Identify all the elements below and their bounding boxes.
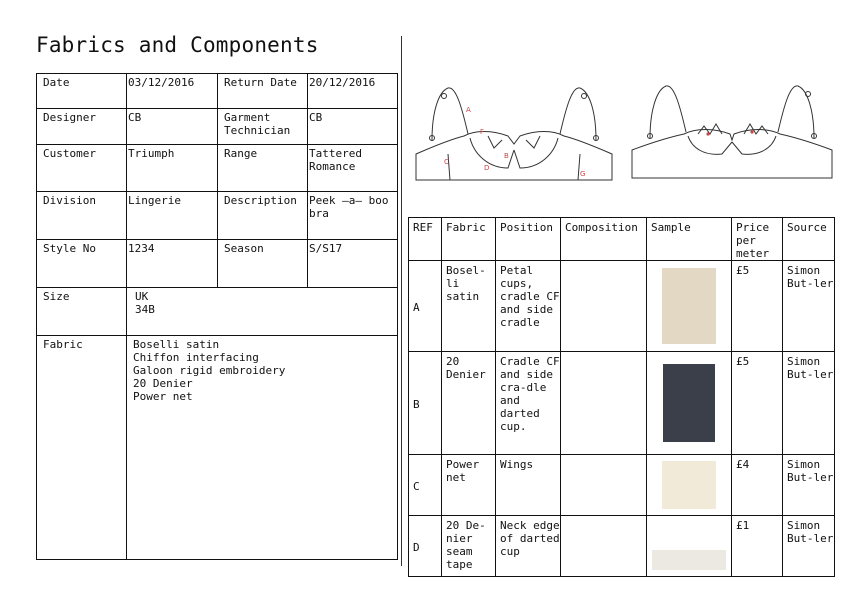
bra-back-sketch xyxy=(628,78,836,184)
composition-cell xyxy=(561,516,647,577)
price-cell: £5 xyxy=(732,261,783,352)
price-cell: £4 xyxy=(732,455,783,516)
date-label: Date xyxy=(37,74,127,109)
return-date-label: Return Date xyxy=(218,74,308,109)
table-row xyxy=(409,516,835,577)
fabric-swatch xyxy=(663,364,715,442)
style-no-label: Style No xyxy=(37,240,127,288)
spec-row-date xyxy=(37,74,398,109)
price-cell: £5 xyxy=(732,352,783,455)
size-label: Size xyxy=(37,288,127,336)
sample-cell xyxy=(647,352,732,455)
table-row xyxy=(409,261,835,352)
spec-row-designer xyxy=(37,109,398,145)
customer-value: Triumph xyxy=(127,145,218,192)
fabric-list-item: 20 Denier xyxy=(133,377,193,390)
bra-front-sketch xyxy=(408,78,620,188)
col-header-composition: Composition xyxy=(561,218,647,261)
fabric-table-header xyxy=(409,218,835,261)
source-cell: Simon But-ler xyxy=(783,516,835,577)
source-cell: Simon But-ler xyxy=(783,455,835,516)
technician-value: CB xyxy=(308,109,398,145)
col-header-price: Price per meter xyxy=(732,218,783,261)
table-row xyxy=(409,352,835,455)
division-label: Division xyxy=(37,192,127,240)
spec-table xyxy=(36,73,398,560)
col-header-ref: REF xyxy=(409,218,442,261)
fabric-cell: 20 Denier xyxy=(442,352,496,455)
position-cell: Cradle CF and side cra-dle and darted cup. xyxy=(496,352,561,455)
fabric-components-table xyxy=(408,217,835,577)
col-header-fabric: Fabric xyxy=(442,218,496,261)
position-cell: Neck edge of darted cup xyxy=(496,516,561,577)
fabric-swatch xyxy=(662,268,716,344)
composition-cell xyxy=(561,261,647,352)
range-value: Tattered Romance xyxy=(308,145,398,192)
customer-label: Customer xyxy=(37,145,127,192)
season-value: S/S17 xyxy=(308,240,398,288)
fabric-swatch xyxy=(662,461,716,509)
designer-value: CB xyxy=(127,109,218,145)
range-label: Range xyxy=(218,145,308,192)
col-header-sample: Sample xyxy=(647,218,732,261)
fabric-list-item: Power net xyxy=(133,390,193,403)
designer-label: Designer xyxy=(37,109,127,145)
source-cell: Simon But-ler xyxy=(783,352,835,455)
source-cell: Simon But-ler xyxy=(783,261,835,352)
col-header-position: Position xyxy=(496,218,561,261)
fabric-swatch-image xyxy=(662,268,716,344)
price-cell: £1 xyxy=(732,516,783,577)
description-value: Peek —a— boo bra xyxy=(308,192,398,240)
sketch-letter: D xyxy=(484,164,490,172)
division-value: Lingerie xyxy=(127,192,218,240)
spec-row-fabric xyxy=(37,336,398,560)
fabric-swatch-image xyxy=(662,461,716,509)
sketch-letter: A xyxy=(466,106,471,114)
fabric-cell: 20 De-nier seam tape xyxy=(442,516,496,577)
sample-cell xyxy=(647,516,732,577)
sketch-letter: B xyxy=(504,152,509,160)
table-row xyxy=(409,455,835,516)
sketch-letter: C xyxy=(444,158,449,166)
style-no-value: 1234 xyxy=(127,240,218,288)
composition-cell xyxy=(561,455,647,516)
size-line: 34B xyxy=(135,303,155,316)
sample-cell xyxy=(647,455,732,516)
ref-cell: B xyxy=(409,352,442,455)
fabric-list-item: Boselli satin xyxy=(133,338,220,351)
description-label: Description xyxy=(218,192,308,240)
sketch-letter: F xyxy=(480,128,485,136)
fabric-cell: Power net xyxy=(442,455,496,516)
position-cell: Petal cups, cradle CF and side cradle xyxy=(496,261,561,352)
fabric-swatch xyxy=(652,550,726,570)
season-label: Season xyxy=(218,240,308,288)
spec-row-customer xyxy=(37,145,398,192)
ref-cell: D xyxy=(409,516,442,577)
size-line: UK xyxy=(135,290,149,303)
size-value xyxy=(127,288,398,336)
page-divider xyxy=(401,36,402,566)
col-header-source: Source xyxy=(783,218,835,261)
spec-row-style xyxy=(37,240,398,288)
ref-cell: C xyxy=(409,455,442,516)
ref-cell: A xyxy=(409,261,442,352)
sketch-letter: G xyxy=(580,170,586,178)
return-date-value: 20/12/2016 xyxy=(308,74,398,109)
fabric-swatch-image xyxy=(663,364,715,442)
composition-cell xyxy=(561,352,647,455)
fabric-swatch-image xyxy=(652,550,726,570)
fabric-label: Fabric xyxy=(37,336,127,560)
page-title: Fabrics and Components xyxy=(36,33,319,57)
spec-row-size xyxy=(37,288,398,336)
spec-row-division xyxy=(37,192,398,240)
fabric-list-item: Chiffon interfacing xyxy=(133,351,259,364)
fabric-cell: Bosel-li satin xyxy=(442,261,496,352)
technician-label: Garment Technician xyxy=(218,109,308,145)
fabric-list-item: Galoon rigid embroidery xyxy=(133,364,286,377)
fabric-list xyxy=(127,336,398,560)
sample-cell xyxy=(647,261,732,352)
position-cell: Wings xyxy=(496,455,561,516)
date-value: 03/12/2016 xyxy=(127,74,218,109)
